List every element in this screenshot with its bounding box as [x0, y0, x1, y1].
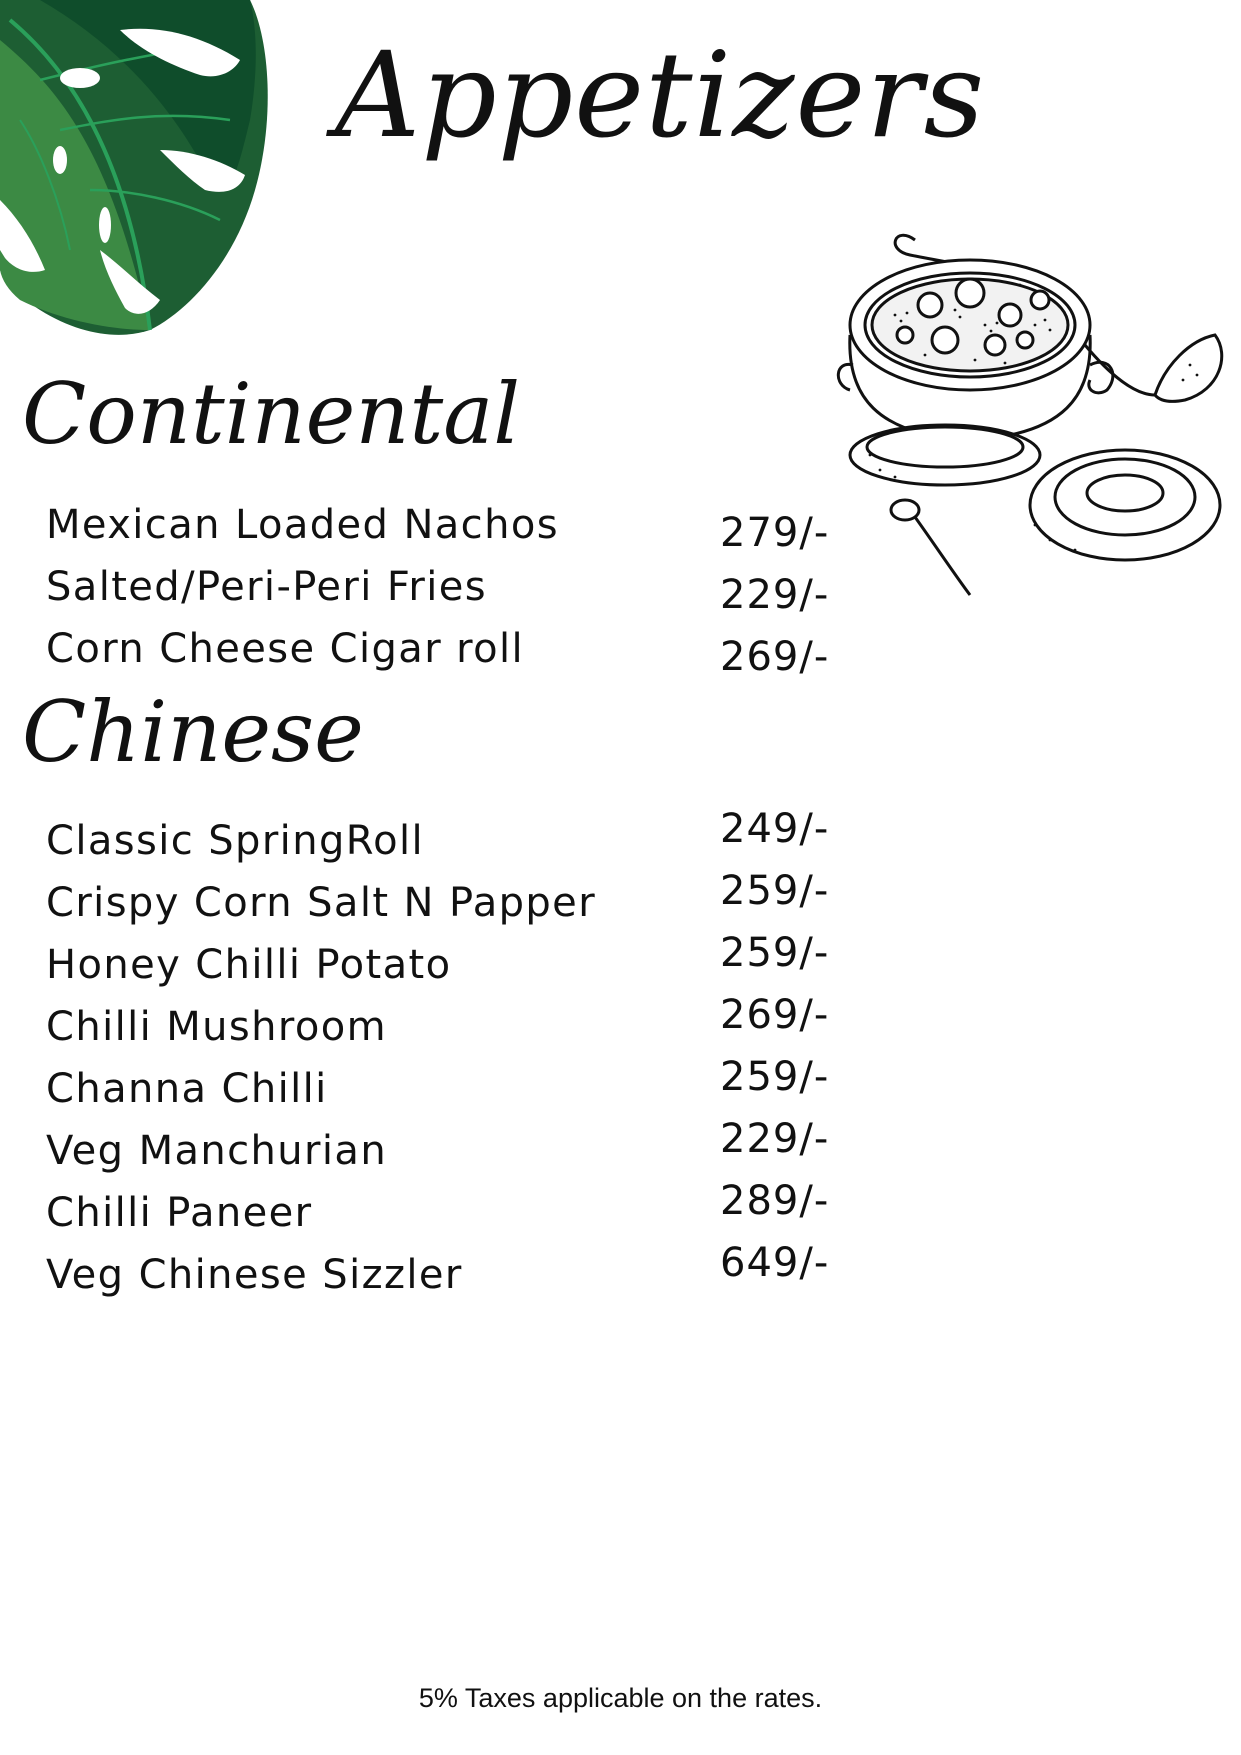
- item-name: Mexican Loaded Nachos: [46, 502, 559, 548]
- chinese-menu-list: [46, 806, 846, 1314]
- item-name: Salted/Peri-Peri Fries: [46, 564, 487, 610]
- item-price: 269/-: [720, 992, 830, 1038]
- item-price: 279/-: [720, 510, 830, 556]
- menu-item: [46, 626, 846, 688]
- item-price: 259/-: [720, 1054, 830, 1100]
- item-name: Honey Chilli Potato: [46, 942, 452, 988]
- section-title-chinese: Chinese: [22, 683, 364, 781]
- cooking-pot-icon: [835, 225, 1230, 635]
- menu-item: [46, 1240, 846, 1314]
- item-name: Crispy Corn Salt N Papper: [46, 880, 597, 926]
- item-name: Veg Manchurian: [46, 1128, 388, 1174]
- tax-note: 5% Taxes applicable on the rates.: [418, 1683, 823, 1713]
- item-price: 289/-: [720, 1178, 830, 1224]
- item-price: 229/-: [720, 572, 830, 618]
- item-price: 259/-: [720, 868, 830, 914]
- item-price: 249/-: [720, 806, 830, 852]
- item-name: Chilli Paneer: [46, 1190, 313, 1236]
- item-price: 229/-: [720, 1116, 830, 1162]
- monstera-leaf-icon: [0, 0, 280, 340]
- menu-item: [46, 564, 846, 626]
- item-name: Channa Chilli: [46, 1066, 328, 1112]
- menu-item: [46, 502, 846, 564]
- continental-menu-list: [46, 502, 846, 688]
- section-title-continental: Continental: [22, 365, 521, 463]
- page-title: Appetizers: [335, 26, 986, 164]
- item-name: Corn Cheese Cigar roll: [46, 626, 525, 672]
- item-name: Classic SpringRoll: [46, 818, 425, 864]
- item-price: 649/-: [720, 1240, 830, 1286]
- item-price: 259/-: [720, 930, 830, 976]
- item-name: Chilli Mushroom: [46, 1004, 387, 1050]
- item-name: Veg Chinese Sizzler: [46, 1252, 463, 1298]
- item-price: 269/-: [720, 634, 830, 680]
